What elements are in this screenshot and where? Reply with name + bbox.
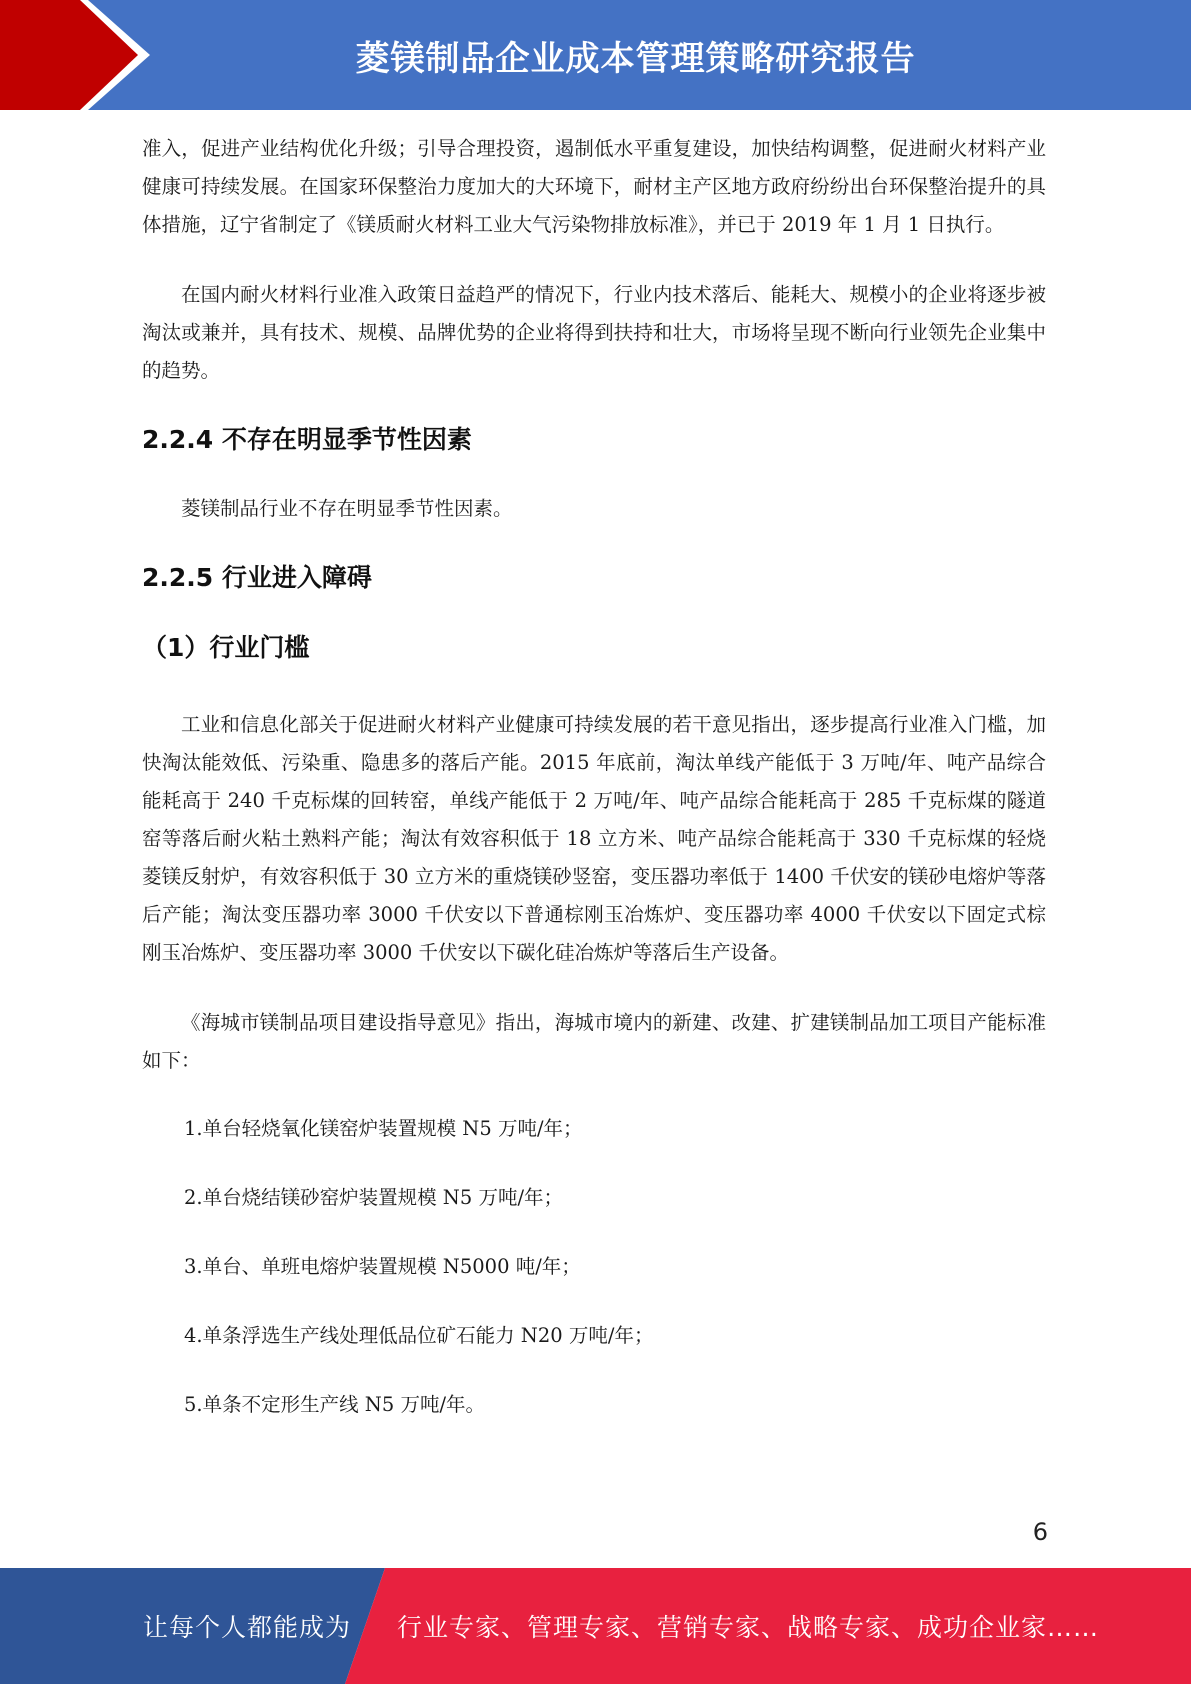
footer-slogan-right: 行业专家、管理专家、营销专家、战略专家、成功企业家…… <box>397 1613 1100 1642</box>
paragraph: 工业和信息化部关于促进耐火材料产业健康可持续发展的若干意见指出，逐步提高行业准入门槛，加快淘汰能效低、污染重、隐患多的落后产能。2015 年底前，淘汰单线产能低于 3 万吨/年、吨产品综合能耗高于 240 千克标煤的回转窑，单线产能低于 2 万吨/年、吨产品综合能耗高于 285 千克标煤的隧道窑等落后耐火粘土熟料产能；淘汰有效容积低于 18 立方米、吨产品综合能耗高于 330 千克标煤的轻烧菱镁反射炉，有效容积低于 30 立方米的重烧镁砂竖窑，变压器功率低于 1400 千伏安的镁砂电熔炉等落后产能；淘汰变压器功率 3000 千伏安以下普通棕刚玉冶炼炉、变压器功率 4000 千伏安以下固定式棕刚玉冶炼炉、变压器功率 3000 千伏安以下碳化硅冶炼炉等落后生产设备。 <box>142 713 1046 964</box>
list-item: 1.单台轻烧氧化镁窑炉装置规模 N5 万吨/年； <box>184 1117 583 1140</box>
document-body <box>142 130 1046 1424</box>
page-number: 6 <box>1032 1518 1048 1546</box>
section-heading-2-2-5: 2.2.5 行业进入障碍 <box>142 563 372 592</box>
paragraph: 《海城市镁制品项目建设指导意见》指出，海城市境内的新建、改建、扩建镁制品加工项目产能标准如下： <box>142 1011 1046 1072</box>
footer-banner <box>0 1568 1191 1684</box>
report-title: 菱镁制品企业成本管理策略研究报告 <box>355 38 916 79</box>
section-heading-2-2-4: 2.2.4 不存在明显季节性因素 <box>142 425 472 454</box>
subsection-heading-1: （1）行业门槛 <box>142 633 310 662</box>
header-banner <box>0 0 1191 110</box>
list-item: 4.单条浮选生产线处理低品位矿石能力 N20 万吨/年； <box>184 1324 654 1347</box>
list-item: 3.单台、单班电熔炉装置规模 N5000 吨/年； <box>184 1255 581 1278</box>
list-item: 2.单台烧结镁砂窑炉装置规模 N5 万吨/年； <box>184 1186 564 1209</box>
list-item: 5.单条不定形生产线 N5 万吨/年。 <box>184 1393 486 1416</box>
paragraph: 在国内耐火材料行业准入政策日益趋严的情况下，行业内技术落后、能耗大、规模小的企业将逐步被淘汰或兼并，具有技术、规模、品牌优势的企业将得到扶持和壮大，市场将呈现不断向行业领先企业集中的趋势。 <box>142 283 1046 382</box>
footer-slogan-left: 让每个人都能成为 <box>143 1613 352 1642</box>
paragraph: 菱镁制品行业不存在明显季节性因素。 <box>181 497 513 520</box>
paragraph: 准入，促进产业结构优化升级；引导合理投资，遏制低水平重复建设，加快结构调整，促进耐火材料产业健康可持续发展。在国家环保整治力度加大的大环境下，耐材主产区地方政府纷纷出台环保整治提升的具体措施，辽宁省制定了《镁质耐火材料工业大气污染物排放标准》，并已于 2019 年 1 月 1 日执行。 <box>142 137 1046 236</box>
